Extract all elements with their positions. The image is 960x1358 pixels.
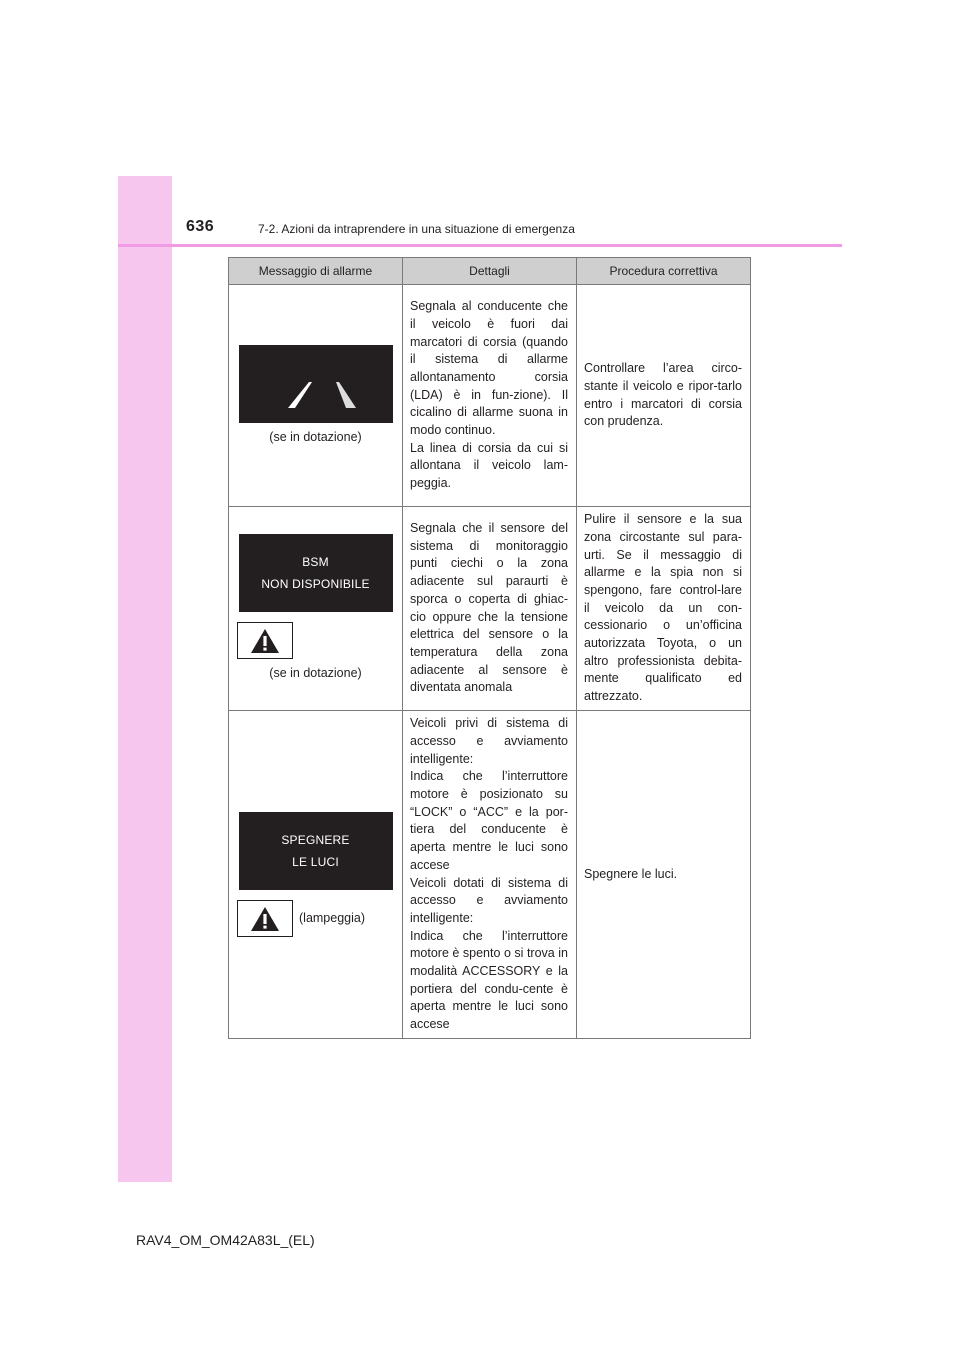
column-header-procedure: Procedura correttiva <box>577 258 751 285</box>
bsm-display <box>239 534 393 612</box>
message-cell <box>229 711 403 1039</box>
flashing-note: (lampeggia) <box>299 910 366 925</box>
header-rule <box>118 244 842 247</box>
procedure-cell: Controllare l’area circo-stante il veicolo e ripor-tarlo entro i marcatori di corsia con prudenza. <box>577 285 751 507</box>
lane-departure-display <box>239 345 393 423</box>
message-cell <box>229 507 403 711</box>
table-row <box>229 711 751 1039</box>
lights-on-display <box>239 812 393 890</box>
details-cell: Veicoli privi di sistema di accesso e avviamento intelligente: Indica che l’interruttore motore è posizionato su “LOCK” o “ACC” e la por-tiera del conducente è aperta mentre le luci sono accese Veicoli dotati di sistema di accesso e avviamento intelligente: Indica che l’interruttore motore è spento o si trova in modalità ACCESSORY e la portiera del condu-cente è aperta mentre le luci sono accese <box>403 711 577 1039</box>
message-cell <box>229 285 403 507</box>
display-line: LE LUCI <box>292 855 339 869</box>
warning-light-icon <box>237 622 293 659</box>
display-line: SPEGNERE <box>281 833 350 847</box>
section-title: 7-2. Azioni da intraprendere in una situazione di emergenza <box>258 222 575 236</box>
display-line: NON DISPONIBILE <box>261 577 370 592</box>
procedure-cell: Pulire il sensore e la sua zona circostante sul para-urti. Se il messaggio di allarme e la spia non si spengono, fare control-lare il veicolo da un con-cessionario o un’officina autorizzata Toyota, o un altro professionista debita-mente qualificato ed attrezzato. <box>577 507 751 711</box>
procedure-cell: Spegnere le luci. <box>577 711 751 1039</box>
table-header-row <box>229 258 751 285</box>
column-header-details: Dettagli <box>403 258 577 285</box>
availability-note: (se in dotazione) <box>269 429 362 444</box>
lane-lines-icon <box>239 345 393 423</box>
column-header-message: Messaggio di allarme <box>229 258 403 285</box>
display-line: BSM <box>302 555 329 570</box>
page-number: 636 <box>186 218 215 235</box>
availability-note: (se in dotazione) <box>269 666 362 681</box>
table-row <box>229 507 751 711</box>
details-cell: Segnala che il sensore del sistema di monitoraggio punti ciechi o la zona adiacente sul paraurti è sporca o coperta di ghiac-cio oppure che la tensione elettrica del sensore o la temperatura della zona adiacente al sensore è diventata anomala <box>403 507 577 711</box>
details-cell: Segnala al conducente che il veicolo è fuori dai marcatori di corsia (quando il sistema di allarme allontanamento corsia (LDA) è in fun-zione). Il cicalino di allarme suona in modo continuo. La linea di corsia da cui si allontana il veicolo lam-peggia. <box>403 285 577 507</box>
side-color-strip <box>118 176 172 1182</box>
footer-doc-code: RAV4_OM_OM42A83L_(EL) <box>136 1232 315 1248</box>
alarm-messages-table <box>228 257 751 1039</box>
table-row <box>229 285 751 507</box>
warning-light-icon <box>237 900 293 937</box>
